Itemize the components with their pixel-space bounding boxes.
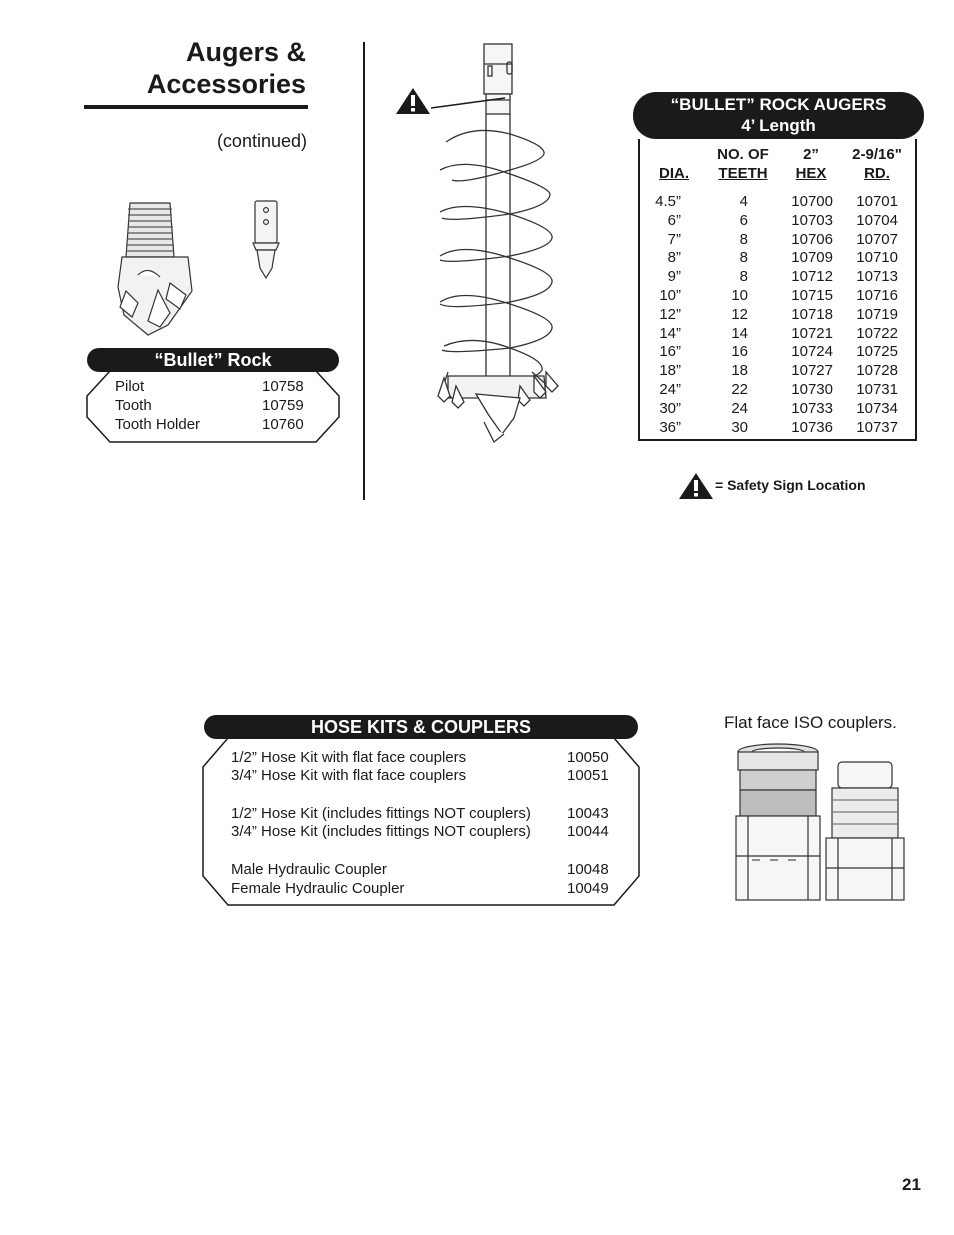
hose-kit-item-part: 10051 [567, 767, 609, 784]
column-header-line1: 2” [803, 146, 819, 163]
hose-kit-item-part: 10043 [567, 805, 609, 822]
hex-part-cell: 10709 [791, 249, 833, 267]
column-header-line2: HEX [795, 165, 827, 182]
dia-cell: 18” [659, 362, 681, 380]
title-underline [84, 105, 308, 109]
rock-augers-table [638, 139, 917, 441]
rd-part-cell: 10722 [856, 324, 898, 342]
rd-part-cell: 10719 [856, 305, 898, 323]
bullet-rock-item-part: 10758 [262, 378, 304, 395]
teeth-cell: 24 [731, 399, 748, 417]
bullet-rock-title: “Bullet” Rock [87, 348, 339, 372]
dia-cell: 16” [659, 343, 681, 361]
rd-part-cell: 10701 [856, 193, 898, 210]
hose-kit-item-part: 10050 [567, 749, 609, 766]
column-header-hex [786, 146, 836, 182]
rd-part-cell: 10710 [856, 249, 898, 267]
teeth-cell: 14 [731, 324, 748, 342]
hose-kit-item-part: 10049 [567, 880, 609, 897]
teeth-cell: 22 [731, 381, 748, 398]
bullet-rock-item-name: Tooth [115, 397, 152, 414]
hose-kit-item-name: 3/4” Hose Kit (includes fittings NOT couplers) [231, 823, 531, 840]
column-header-teeth [708, 146, 778, 182]
dia-cell: 24” [659, 381, 681, 398]
dia-cell: 12” [659, 305, 681, 323]
column-header-dia [648, 146, 700, 182]
dia-cell: 8” [667, 249, 681, 267]
dia-cell: 36” [659, 418, 681, 436]
hex-part-cell: 10721 [791, 324, 833, 342]
couplers-caption: Flat face ISO couplers. [724, 713, 897, 732]
hex-part-cell: 10724 [791, 343, 833, 361]
teeth-cell: 4 [739, 193, 748, 210]
hex-part-cell: 10715 [791, 287, 833, 304]
rd-part-cell: 10716 [856, 287, 898, 304]
column-header-line2: RD. [864, 165, 890, 182]
safety-legend: = Safety Sign Location [715, 477, 866, 493]
page-title [147, 36, 306, 100]
page-title-line1: Augers & [185, 37, 306, 67]
hex-part-cell: 10730 [791, 381, 833, 398]
hex-part-cell: 10712 [791, 268, 833, 286]
hex-part-cell: 10706 [791, 230, 833, 248]
dia-cell: 4.5” [655, 193, 681, 210]
teeth-cell: 30 [731, 418, 748, 436]
dia-cell: 14” [659, 324, 681, 342]
column-header-line1 [648, 146, 700, 165]
column-header-line2: TEETH [718, 165, 768, 182]
rock-augers-title [633, 92, 924, 139]
column-header-rd [846, 146, 908, 182]
teeth-cell: 16 [731, 343, 748, 361]
hose-kit-item-part: 10048 [567, 861, 609, 878]
dia-cell: 6” [667, 211, 681, 229]
rd-part-cell: 10725 [856, 343, 898, 361]
teeth-cell: 18 [731, 362, 748, 380]
rd-part-cell: 10704 [856, 211, 898, 229]
hose-kit-item-name: 1/2” Hose Kit (includes fittings NOT couplers) [231, 805, 531, 822]
rd-part-cell: 10728 [856, 362, 898, 380]
dia-cell: 10” [659, 287, 681, 304]
rock-augers-title-line1: “BULLET” ROCK AUGERS [670, 95, 887, 114]
column-header-line1: 2-9/16" [852, 146, 902, 163]
hose-kit-item-name: 3/4” Hose Kit with flat face couplers [231, 767, 467, 784]
column-header-line1: NO. OF [717, 146, 769, 163]
hose-kits-title: HOSE KITS & COUPLERS [204, 715, 638, 739]
continued-note: (continued) [216, 131, 307, 151]
teeth-cell: 8 [739, 268, 748, 286]
couplers-illustration [734, 742, 916, 904]
dia-cell: 30” [659, 399, 681, 417]
teeth-cell: 12 [731, 305, 748, 323]
rd-part-cell: 10737 [856, 418, 898, 436]
dia-cell: 9” [667, 268, 681, 286]
bullet-rock-item-part: 10759 [262, 397, 304, 414]
teeth-cell: 10 [731, 287, 748, 304]
hose-kit-item-name: Male Hydraulic Coupler [231, 861, 387, 878]
page-number: 21 [902, 1175, 921, 1194]
rock-augers-title-line2: 4’ Length [741, 116, 816, 135]
teeth-cell: 8 [739, 230, 748, 248]
bullet-rock-item-name: Pilot [115, 378, 145, 395]
bullet-rock-item-part: 10760 [262, 416, 304, 433]
hose-kit-item-part: 10044 [567, 823, 609, 840]
hex-part-cell: 10733 [791, 399, 833, 417]
hex-part-cell: 10703 [791, 211, 833, 229]
column-divider [363, 42, 365, 500]
bullet-rock-item-name: Tooth Holder [115, 416, 201, 433]
hex-part-cell: 10736 [791, 418, 833, 436]
hex-part-cell: 10700 [791, 193, 833, 210]
warning-callout [395, 86, 515, 116]
pilot-bit-illustration [108, 195, 208, 343]
teeth-cell: 8 [739, 249, 748, 267]
column-header-line2: DIA. [659, 165, 689, 182]
rd-part-cell: 10734 [856, 399, 898, 417]
hose-kit-item-name: Female Hydraulic Coupler [231, 880, 405, 897]
page-title-line2: Accessories [146, 69, 306, 99]
hex-part-cell: 10718 [791, 305, 833, 323]
teeth-cell: 6 [739, 211, 748, 229]
hose-kit-item-name: 1/2” Hose Kit with flat face couplers [231, 749, 467, 766]
rd-part-cell: 10713 [856, 268, 898, 286]
rd-part-cell: 10731 [856, 381, 898, 398]
warning-icon [678, 472, 714, 500]
rd-part-cell: 10707 [856, 230, 898, 248]
tooth-illustration [248, 198, 284, 282]
hex-part-cell: 10727 [791, 362, 833, 380]
dia-cell: 7” [667, 230, 681, 248]
